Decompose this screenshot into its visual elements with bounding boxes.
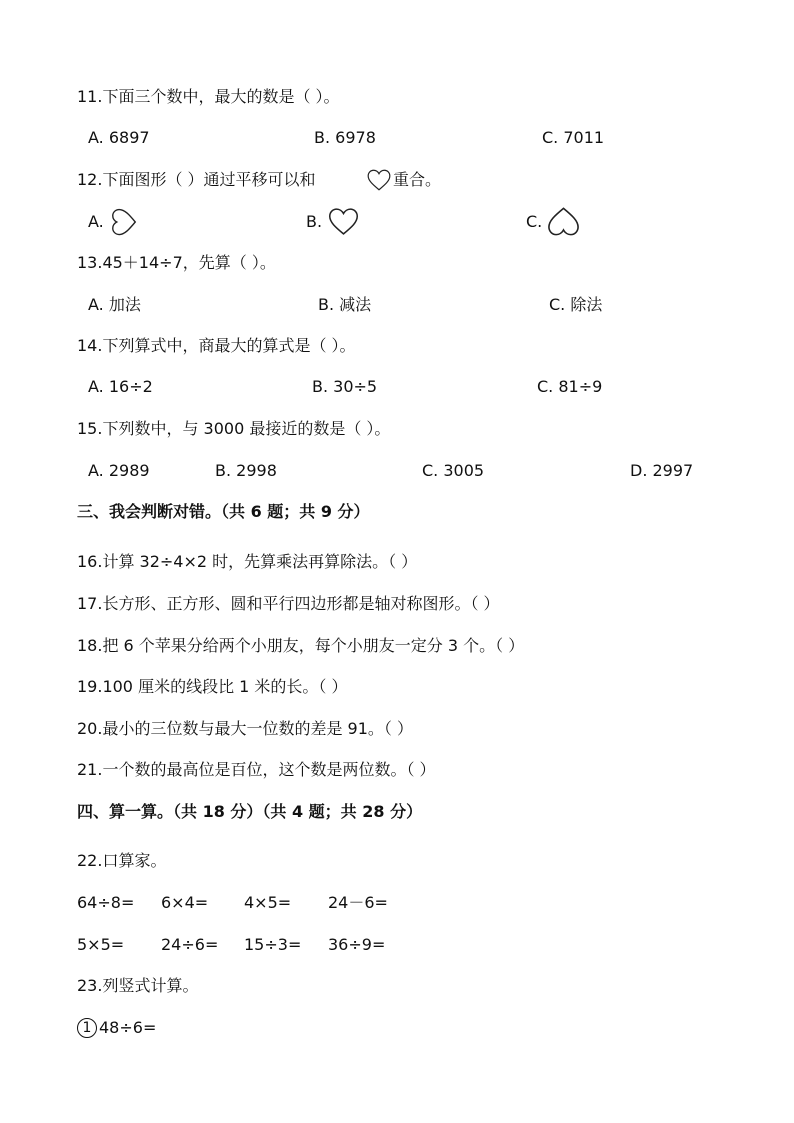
question-22-text: 22.口算家。 <box>77 851 167 870</box>
heart-rotated-right-icon <box>108 207 140 237</box>
judge-item-20: 20.最小的三位数与最大一位数的差是 91。（ ） <box>77 719 413 738</box>
heart-icon <box>327 205 360 238</box>
mental-math-item: 36÷9= <box>328 935 386 954</box>
question-13-option-a: A. 加法 <box>88 295 141 314</box>
mental-math-item: 24－6= <box>328 893 388 912</box>
mental-math-item: 64÷8= <box>77 893 135 912</box>
vertical-calc-item: 48÷6= <box>99 1018 157 1037</box>
question-13-option-b: B. 减法 <box>318 295 372 314</box>
question-15-option-b: B. 2998 <box>215 461 277 480</box>
mental-math-item: 24÷6= <box>161 935 219 954</box>
question-14-option-c: C. 81÷9 <box>537 377 603 396</box>
mental-math-item: 6×4= <box>161 893 209 912</box>
judge-item-17: 17.长方形、正方形、圆和平行四边形都是轴对称图形。（ ） <box>77 594 500 613</box>
question-12-option-c: C. <box>526 212 543 231</box>
question-12-option-a: A. <box>88 212 104 231</box>
mental-math-item: 4×5= <box>244 893 292 912</box>
mental-math-item: 5×5= <box>77 935 125 954</box>
section-3-heading: 三、我会判断对错。（共 6 题；共 9 分） <box>77 502 370 521</box>
question-13-option-c: C. 除法 <box>549 295 603 314</box>
question-15-option-c: C. 3005 <box>422 461 485 480</box>
question-11-option-c: C. 7011 <box>542 128 605 147</box>
question-23-text: 23.列竖式计算。 <box>77 976 199 995</box>
question-11-option-a: A. 6897 <box>88 128 150 147</box>
judge-item-19: 19.100 厘米的线段比 1 米的长。（ ） <box>77 677 348 696</box>
question-15-text: 15.下列数中，与 3000 最接近的数是（ ）。 <box>77 419 391 438</box>
question-12-text-before: 12.下面图形（ ）通过平移可以和 <box>77 170 316 189</box>
mental-math-item: 15÷3= <box>244 935 302 954</box>
question-11-text: 11.下面三个数中，最大的数是（ ）。 <box>77 87 340 106</box>
question-12-option-b: B. <box>306 212 323 231</box>
judge-item-21: 21.一个数的最高位是百位，这个数是两位数。（ ） <box>77 760 436 779</box>
heart-icon <box>366 167 392 193</box>
section-4-heading: 四、算一算。（共 18 分）（共 4 题；共 28 分） <box>77 802 423 821</box>
judge-item-16: 16.计算 32÷4×2 时，先算乘法再算除法。（ ） <box>77 552 418 571</box>
question-15-option-d: D. 2997 <box>630 461 694 480</box>
question-14-option-b: B. 30÷5 <box>312 377 378 396</box>
question-13-text: 13.45＋14÷7，先算（ ）。 <box>77 253 276 272</box>
judge-item-18: 18.把 6 个苹果分给两个小朋友，每个小朋友一定分 3 个。（ ） <box>77 636 525 655</box>
question-14-text: 14.下列算式中，商最大的算式是（ ）。 <box>77 336 356 355</box>
question-11-option-b: B. 6978 <box>314 128 376 147</box>
question-12-text-after: 重合。 <box>393 170 442 189</box>
question-15-option-a: A. 2989 <box>88 461 150 480</box>
question-14-option-a: A. 16÷2 <box>88 377 153 396</box>
heart-upside-down-icon <box>546 204 581 239</box>
circled-number-marker: 1 <box>77 1018 97 1038</box>
